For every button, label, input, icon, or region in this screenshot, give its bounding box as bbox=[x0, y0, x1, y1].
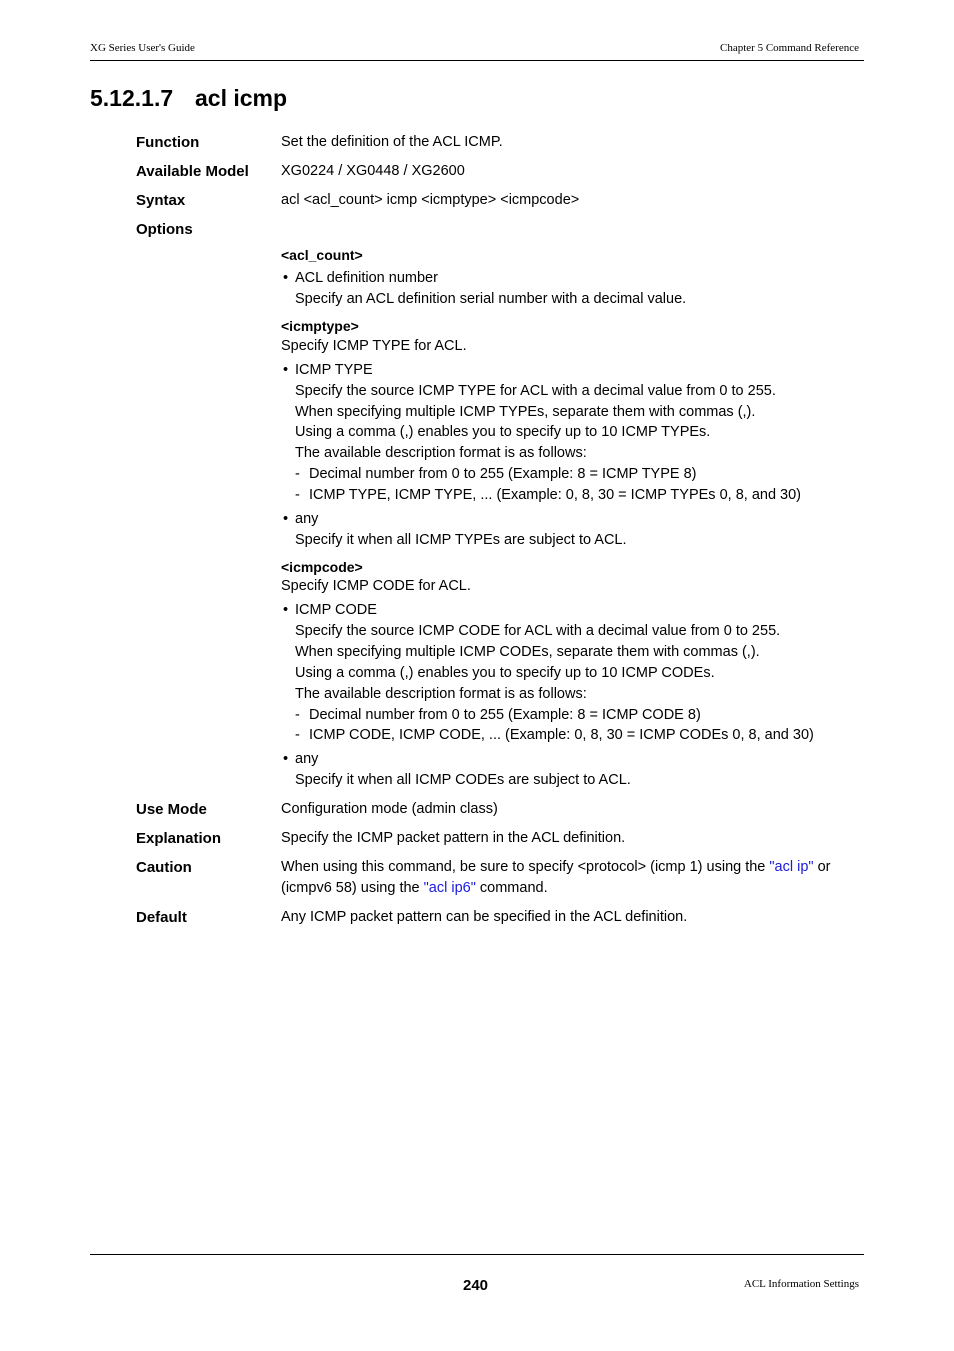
icmpcode-any: any bbox=[295, 751, 319, 767]
icmpcode-line: The available description format is as follows: bbox=[295, 686, 587, 702]
acl-count-desc: Specify an ACL definition serial number with a decimal value. bbox=[295, 291, 687, 307]
icmptype-format: Decimal number from 0 to 255 (Example: 8 = ICMP TYPE 8) bbox=[309, 466, 697, 482]
acl-count-bullet: ACL definition number bbox=[295, 270, 438, 286]
icmptype-any: any bbox=[295, 511, 319, 527]
dash-icon: - bbox=[295, 727, 300, 743]
acl-ip6-link[interactable]: "acl ip6" bbox=[423, 880, 476, 896]
caution-text: When using this command, be sure to specify <protocol> (icmp 1) using the bbox=[281, 859, 770, 875]
dash-icon: - bbox=[295, 487, 300, 503]
icmptype-any-desc: Specify it when all ICMP TYPEs are subject to ACL. bbox=[295, 532, 627, 548]
available-model-value: XG0224 / XG0448 / XG2600 bbox=[281, 163, 465, 179]
bullet-icon: • bbox=[283, 511, 289, 527]
available-model-label: Available Model bbox=[136, 163, 249, 180]
section-number: 5.12.1.7 bbox=[90, 85, 174, 111]
icmptype-format: ICMP TYPE, ICMP TYPE, ... (Example: 0, 8, 30 = ICMP TYPEs 0, 8, and 30) bbox=[309, 487, 802, 503]
icmpcode-line: Using a comma (,) enables you to specify up to 10 ICMP CODEs. bbox=[295, 665, 715, 681]
icmptype-line: Using a comma (,) enables you to specify up to 10 ICMP TYPEs. bbox=[295, 424, 711, 440]
function-value: Set the definition of the ACL ICMP. bbox=[281, 134, 503, 150]
icmpcode-intro: Specify ICMP CODE for ACL. bbox=[281, 578, 471, 594]
header-guide-title: XG Series User's Guide bbox=[90, 42, 195, 54]
syntax-label: Syntax bbox=[136, 192, 186, 209]
section-title bbox=[90, 85, 287, 112]
dash-icon: - bbox=[295, 466, 300, 482]
footer-rule bbox=[90, 1254, 864, 1255]
icmptype-line: Specify the source ICMP TYPE for ACL with a decimal value from 0 to 255. bbox=[295, 383, 776, 399]
icmpcode-any-desc: Specify it when all ICMP CODEs are subject to ACL. bbox=[295, 772, 631, 788]
icmptype-line: When specifying multiple ICMP TYPEs, separate them with commas (,). bbox=[295, 404, 756, 420]
bullet-icon: • bbox=[283, 362, 289, 378]
bullet-icon: • bbox=[283, 270, 289, 286]
option-icmptype-heading: <icmptype> bbox=[281, 318, 359, 334]
explanation-value: Specify the ICMP packet pattern in the ACL definition. bbox=[281, 830, 626, 846]
caution-label: Caution bbox=[136, 859, 192, 876]
icmptype-intro: Specify ICMP TYPE for ACL. bbox=[281, 338, 467, 354]
page-number: 240 bbox=[463, 1277, 489, 1294]
header-chapter: Chapter 5 Command Reference bbox=[720, 42, 859, 54]
icmpcode-format: ICMP CODE, ICMP CODE, ... (Example: 0, 8, 30 = ICMP CODEs 0, 8, and 30) bbox=[309, 727, 814, 743]
footer-section-name: ACL Information Settings bbox=[743, 1278, 859, 1290]
icmpcode-line: Specify the source ICMP CODE for ACL with a decimal value from 0 to 255. bbox=[295, 623, 781, 639]
header-rule bbox=[90, 60, 864, 61]
caution-text: command. bbox=[475, 880, 548, 896]
function-label: Function bbox=[136, 134, 200, 151]
option-acl-count-heading: <acl_count> bbox=[281, 247, 363, 263]
caution-text: or (icmpv6 58) using the bbox=[281, 859, 831, 896]
use-mode-value: Configuration mode (admin class) bbox=[281, 801, 498, 817]
caution-value bbox=[281, 857, 856, 899]
explanation-label: Explanation bbox=[136, 830, 222, 847]
icmpcode-bullet: ICMP CODE bbox=[295, 602, 377, 618]
icmpcode-format: Decimal number from 0 to 255 (Example: 8 = ICMP CODE 8) bbox=[309, 707, 701, 723]
acl-ip-link[interactable]: "acl ip" bbox=[769, 859, 814, 875]
default-label: Default bbox=[136, 909, 187, 926]
default-value: Any ICMP packet pattern can be specified in the ACL definition. bbox=[281, 909, 688, 925]
bullet-icon: • bbox=[283, 602, 289, 618]
option-icmpcode-heading: <icmpcode> bbox=[281, 559, 363, 575]
use-mode-label: Use Mode bbox=[136, 801, 207, 818]
icmpcode-line: When specifying multiple ICMP CODEs, separate them with commas (,). bbox=[295, 644, 760, 660]
bullet-icon: • bbox=[283, 751, 289, 767]
icmptype-bullet: ICMP TYPE bbox=[295, 362, 373, 378]
options-label: Options bbox=[136, 221, 193, 238]
icmptype-line: The available description format is as follows: bbox=[295, 445, 587, 461]
syntax-value: acl <acl_count> icmp <icmptype> <icmpcode> bbox=[281, 192, 580, 208]
section-name: acl icmp bbox=[195, 85, 288, 111]
dash-icon: - bbox=[295, 707, 300, 723]
